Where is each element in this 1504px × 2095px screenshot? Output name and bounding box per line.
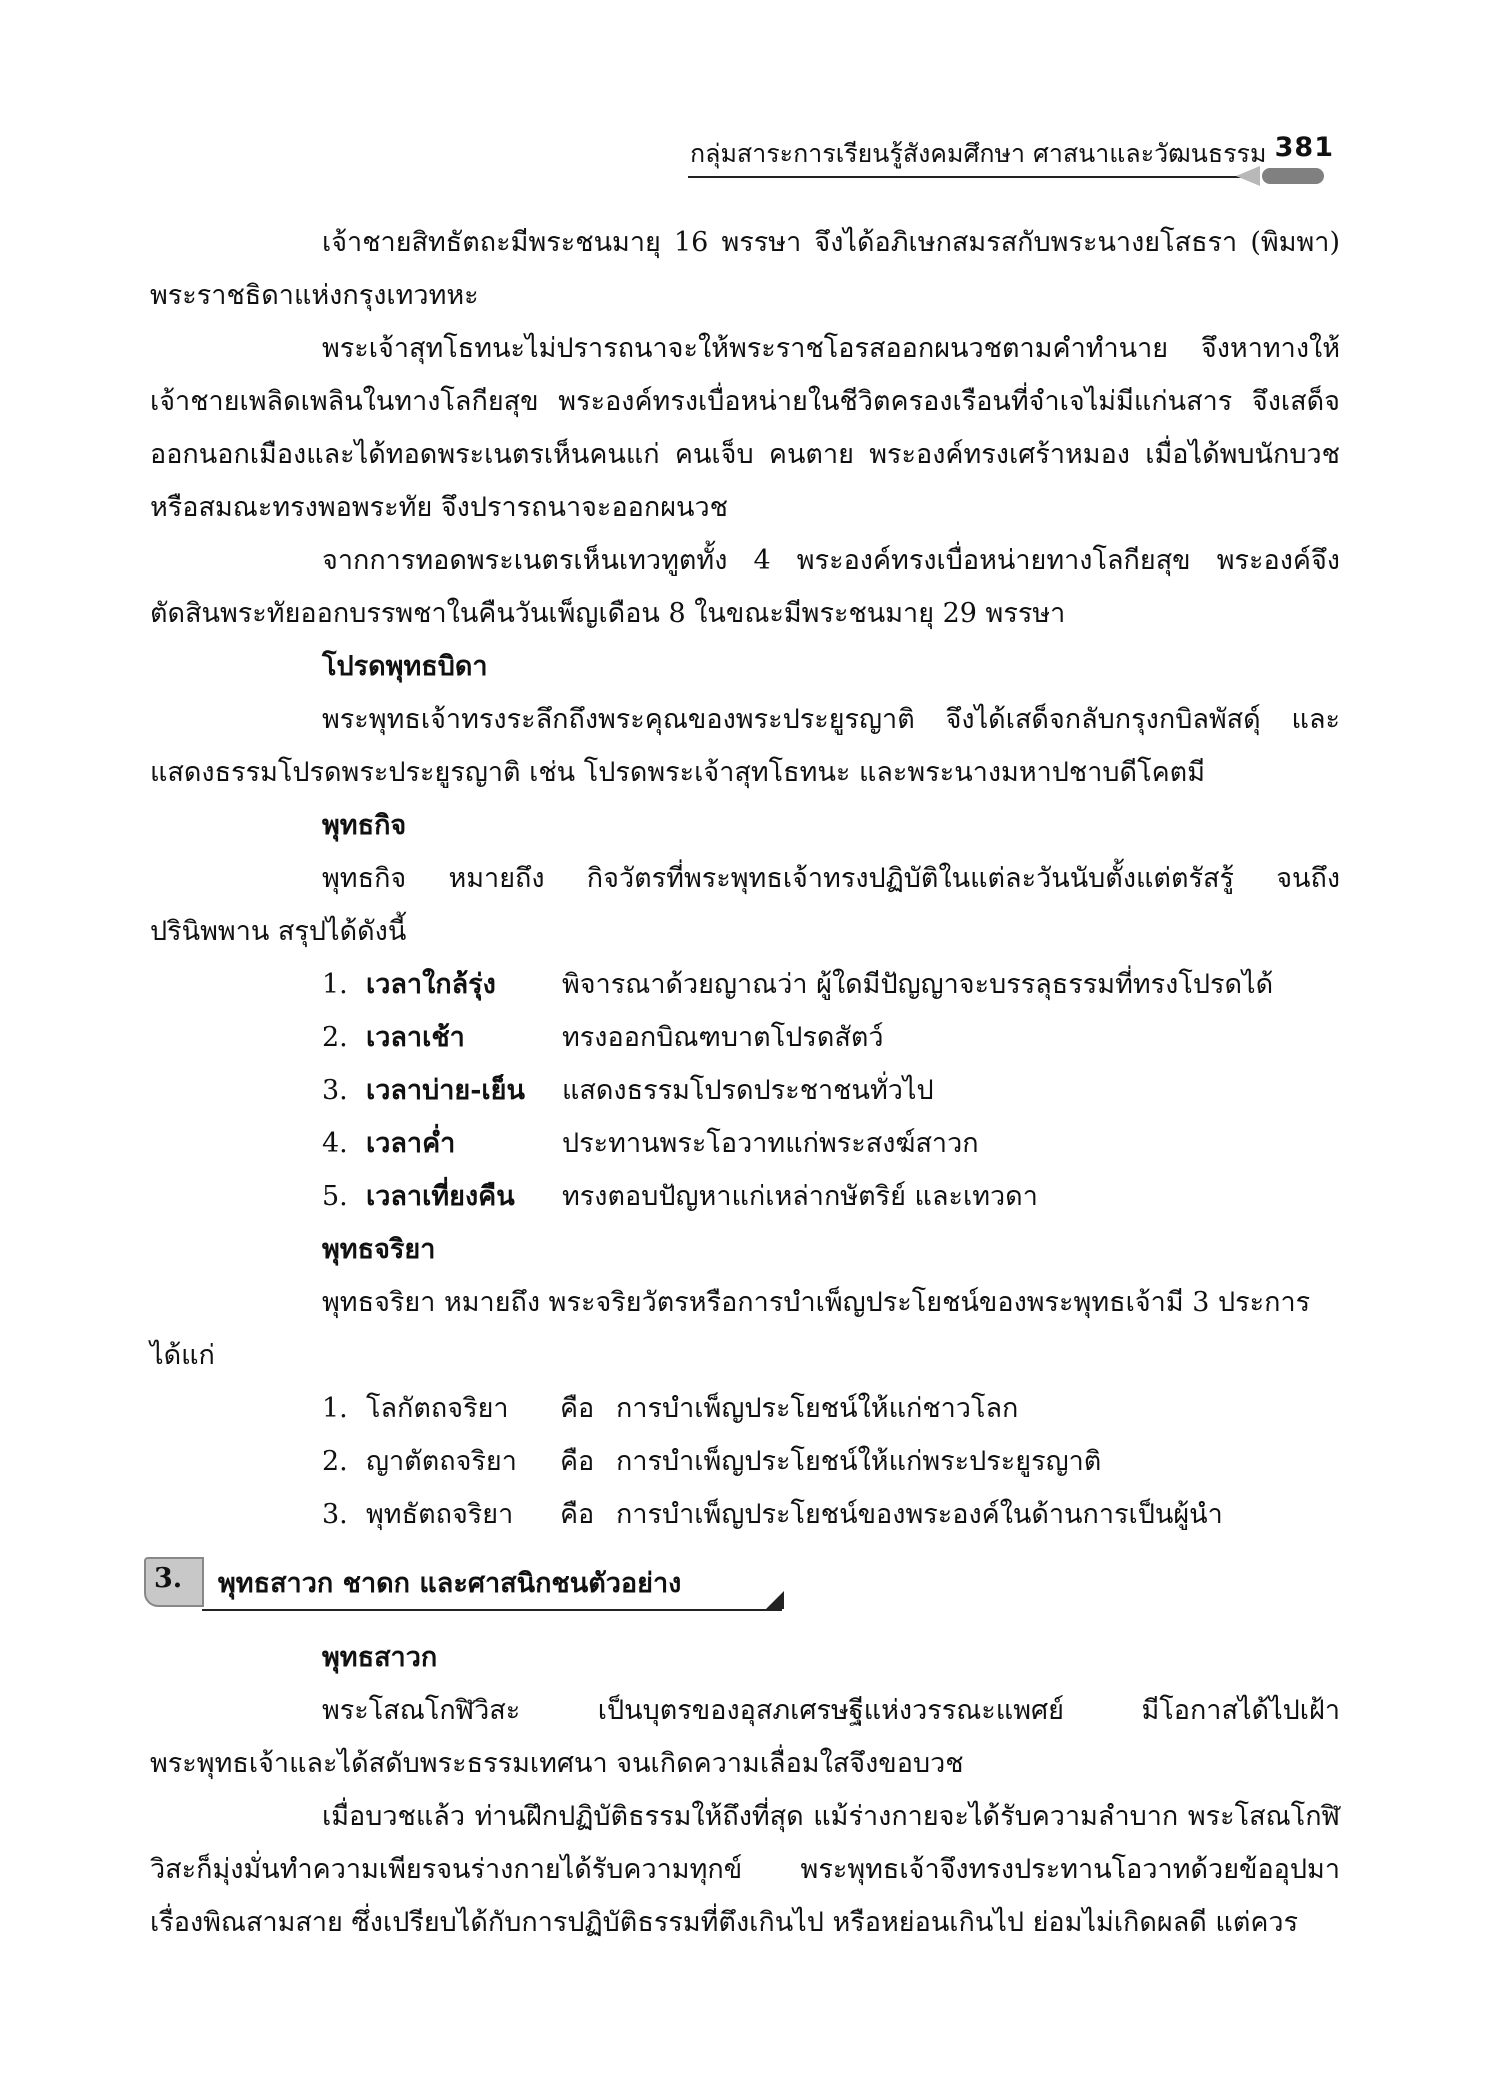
paragraph: พระพุทธเจ้าทรงระลึกถึงพระคุณของพระประยูรญาติ จึงได้เสด็จกลับกรุงกบิลพัสดุ์ และแสดงธรรมโปรดพระประยูรญาติ เช่น โปรดพระเจ้าสุทโธทนะ และพระนางมหาปชาบดีโคตมี <box>150 704 1340 788</box>
item-connector: คือ <box>560 1499 595 1530</box>
item-description: พิจารณาด้วยญาณว่า ผู้ใดมีปัญญาจะบรรลุธรรมที่ทรงโปรดได้ <box>562 969 1274 1000</box>
item-number: 4. <box>322 1128 348 1159</box>
paragraph: พุทธกิจ หมายถึง กิจวัตรที่พระพุทธเจ้าทรงปฏิบัติในแต่ละวันนับตั้งแต่ตรัสรู้ จนถึงปรินิพพาน สรุปได้ดังนี้ <box>150 863 1340 947</box>
item-number: 3. <box>322 1499 348 1530</box>
list-item <box>150 1382 1340 1435</box>
item-term: เวลาเช้า <box>366 1022 465 1053</box>
list-item <box>150 1064 1340 1117</box>
paragraph: เจ้าชายสิทธัตถะมีพระชนมายุ 16 พรรษา จึงได้อภิเษกสมรสกับพระนางยโสธรา (พิมพา) พระราชธิดาแห่งกรุงเทวทหะ <box>150 227 1340 311</box>
section-number: 3. <box>154 1563 183 1594</box>
section-corner-decoration <box>766 1591 784 1609</box>
item-term: พุทธัตถจริยา <box>366 1499 514 1530</box>
paragraph: เมื่อบวชแล้ว ท่านฝึกปฏิบัติธรรมให้ถึงที่สุด แม้ร่างกายจะได้รับความลำบาก พระโสณโกฬิวิสะก็มุ่งมั่นทำความเพียรจนร่างกายได้รับความทุกข์ พระพุทธเจ้าจึงทรงประทานโอวาทด้วยข้ออุปมาเรื่องพิณสามสาย ซึ่งเปรียบได้กับการปฏิบัติธรรมที่ตึงเกินไป หรือหย่อนเกินไป ย่อมไม่เกิดผลดี แต่ควร <box>150 1801 1340 1938</box>
item-term: เวลาบ่าย-เย็น <box>366 1075 525 1106</box>
item-description: ทรงตอบปัญหาแก่เหล่ากษัตริย์ และเทวดา <box>562 1181 1038 1212</box>
section-title: พุทธสาวก ชาดก และศาสนิกชนตัวอย่าง <box>218 1568 682 1599</box>
buddhakij-list <box>150 958 1340 1223</box>
item-description: การบำเพ็ญประโยชน์ให้แก่พระประยูรญาติ <box>616 1446 1102 1477</box>
list-item <box>150 958 1340 1011</box>
paragraph: พระเจ้าสุทโธทนะไม่ปรารถนาจะให้พระราชโอรสออกผนวชตามคำทำนาย จึงหาทางให้เจ้าชายเพลิดเพลินในทางโลกียสุข พระองค์ทรงเบื่อหน่ายในชีวิตครองเรือนที่จำเจไม่มีแก่นสาร จึงเสด็จออกนอกเมืองและได้ทอดพระเนตรเห็นคนแก่ คนเจ็บ คนตาย พระองค์ทรงเศร้าหมอง เมื่อได้พบนักบวชหรือสมณะทรงพอพระทัย จึงปรารถนาจะออกผนวช <box>150 333 1340 523</box>
paragraph: พระโสณโกฬิวิสะ เป็นบุตรของอุสภเศรษฐีแห่งวรรณะแพศย์ มีโอกาสได้ไปเฝ้าพระพุทธเจ้าและได้สดับพระธรรมเทศนา จนเกิดความเลื่อมใสจึงขอบวช <box>150 1695 1340 1779</box>
section-rule <box>202 1609 782 1611</box>
paragraph: พุทธจริยา หมายถึง พระจริยวัตรหรือการบำเพ็ญประโยชน์ของพระพุทธเจ้ามี 3 ประการ <box>322 1287 1311 1318</box>
paragraph-continuation: ได้แก่ <box>150 1340 215 1371</box>
list-item <box>150 1011 1340 1064</box>
item-term: โลกัตถจริยา <box>366 1393 509 1424</box>
header-rule <box>688 176 1258 178</box>
item-connector: คือ <box>560 1393 595 1424</box>
item-description: แสดงธรรมโปรดประชาชนทั่วไป <box>562 1075 934 1106</box>
item-number: 3. <box>322 1075 348 1106</box>
item-number: 5. <box>322 1181 348 1212</box>
list-item <box>150 1117 1340 1170</box>
item-term: เวลาใกล้รุ่ง <box>366 969 496 1000</box>
item-description: การบำเพ็ญประโยชน์ให้แก่ชาวโลก <box>616 1393 1019 1424</box>
page-number: 381 <box>1274 132 1334 163</box>
subheading-buddhacariya: พุทธจริยา <box>322 1234 436 1265</box>
header-title: กลุ่มสาระการเรียนรู้สังคมศึกษา ศาสนาและวัฒนธรรม <box>690 139 1267 168</box>
list-item <box>150 1435 1340 1488</box>
subheading-buddhakij: พุทธกิจ <box>322 810 407 841</box>
item-term: เวลาค่ำ <box>366 1128 456 1159</box>
header-tab-decoration <box>1262 168 1324 184</box>
item-term: เวลาเที่ยงคืน <box>366 1181 515 1212</box>
item-description: การบำเพ็ญประโยชน์ของพระองค์ในด้านการเป็นผู้นำ <box>616 1499 1223 1530</box>
paragraph: จากการทอดพระเนตรเห็นเทวทูตทั้ง 4 พระองค์ทรงเบื่อหน่ายทางโลกียสุข พระองค์จึงตัดสินพระทัยออกบรรพชาในคืนวันเพ็ญเดือน 8 ในขณะมีพระชนมายุ 29 พรรษา <box>150 545 1340 629</box>
header-arrow-decoration <box>1236 166 1260 186</box>
item-description: ประทานพระโอวาทแก่พระสงฆ์สาวก <box>562 1128 979 1159</box>
list-item <box>150 1488 1340 1541</box>
item-description: ทรงออกบิณฑบาตโปรดสัตว์ <box>562 1022 884 1053</box>
item-number: 2. <box>322 1022 348 1053</box>
subheading-prod-buddha-father: โปรดพุทธบิดา <box>322 651 488 682</box>
item-number: 2. <box>322 1446 348 1477</box>
item-number: 1. <box>322 969 348 1000</box>
page-header <box>680 124 1340 194</box>
item-connector: คือ <box>560 1446 595 1477</box>
item-number: 1. <box>322 1393 348 1424</box>
section-3-heading <box>144 1549 1340 1625</box>
buddhacariya-list <box>150 1382 1340 1541</box>
list-item <box>150 1170 1340 1223</box>
subheading-buddha-disciples: พุทธสาวก <box>322 1642 438 1673</box>
item-term: ญาตัตถจริยา <box>366 1446 517 1477</box>
page-content <box>150 216 1340 1949</box>
